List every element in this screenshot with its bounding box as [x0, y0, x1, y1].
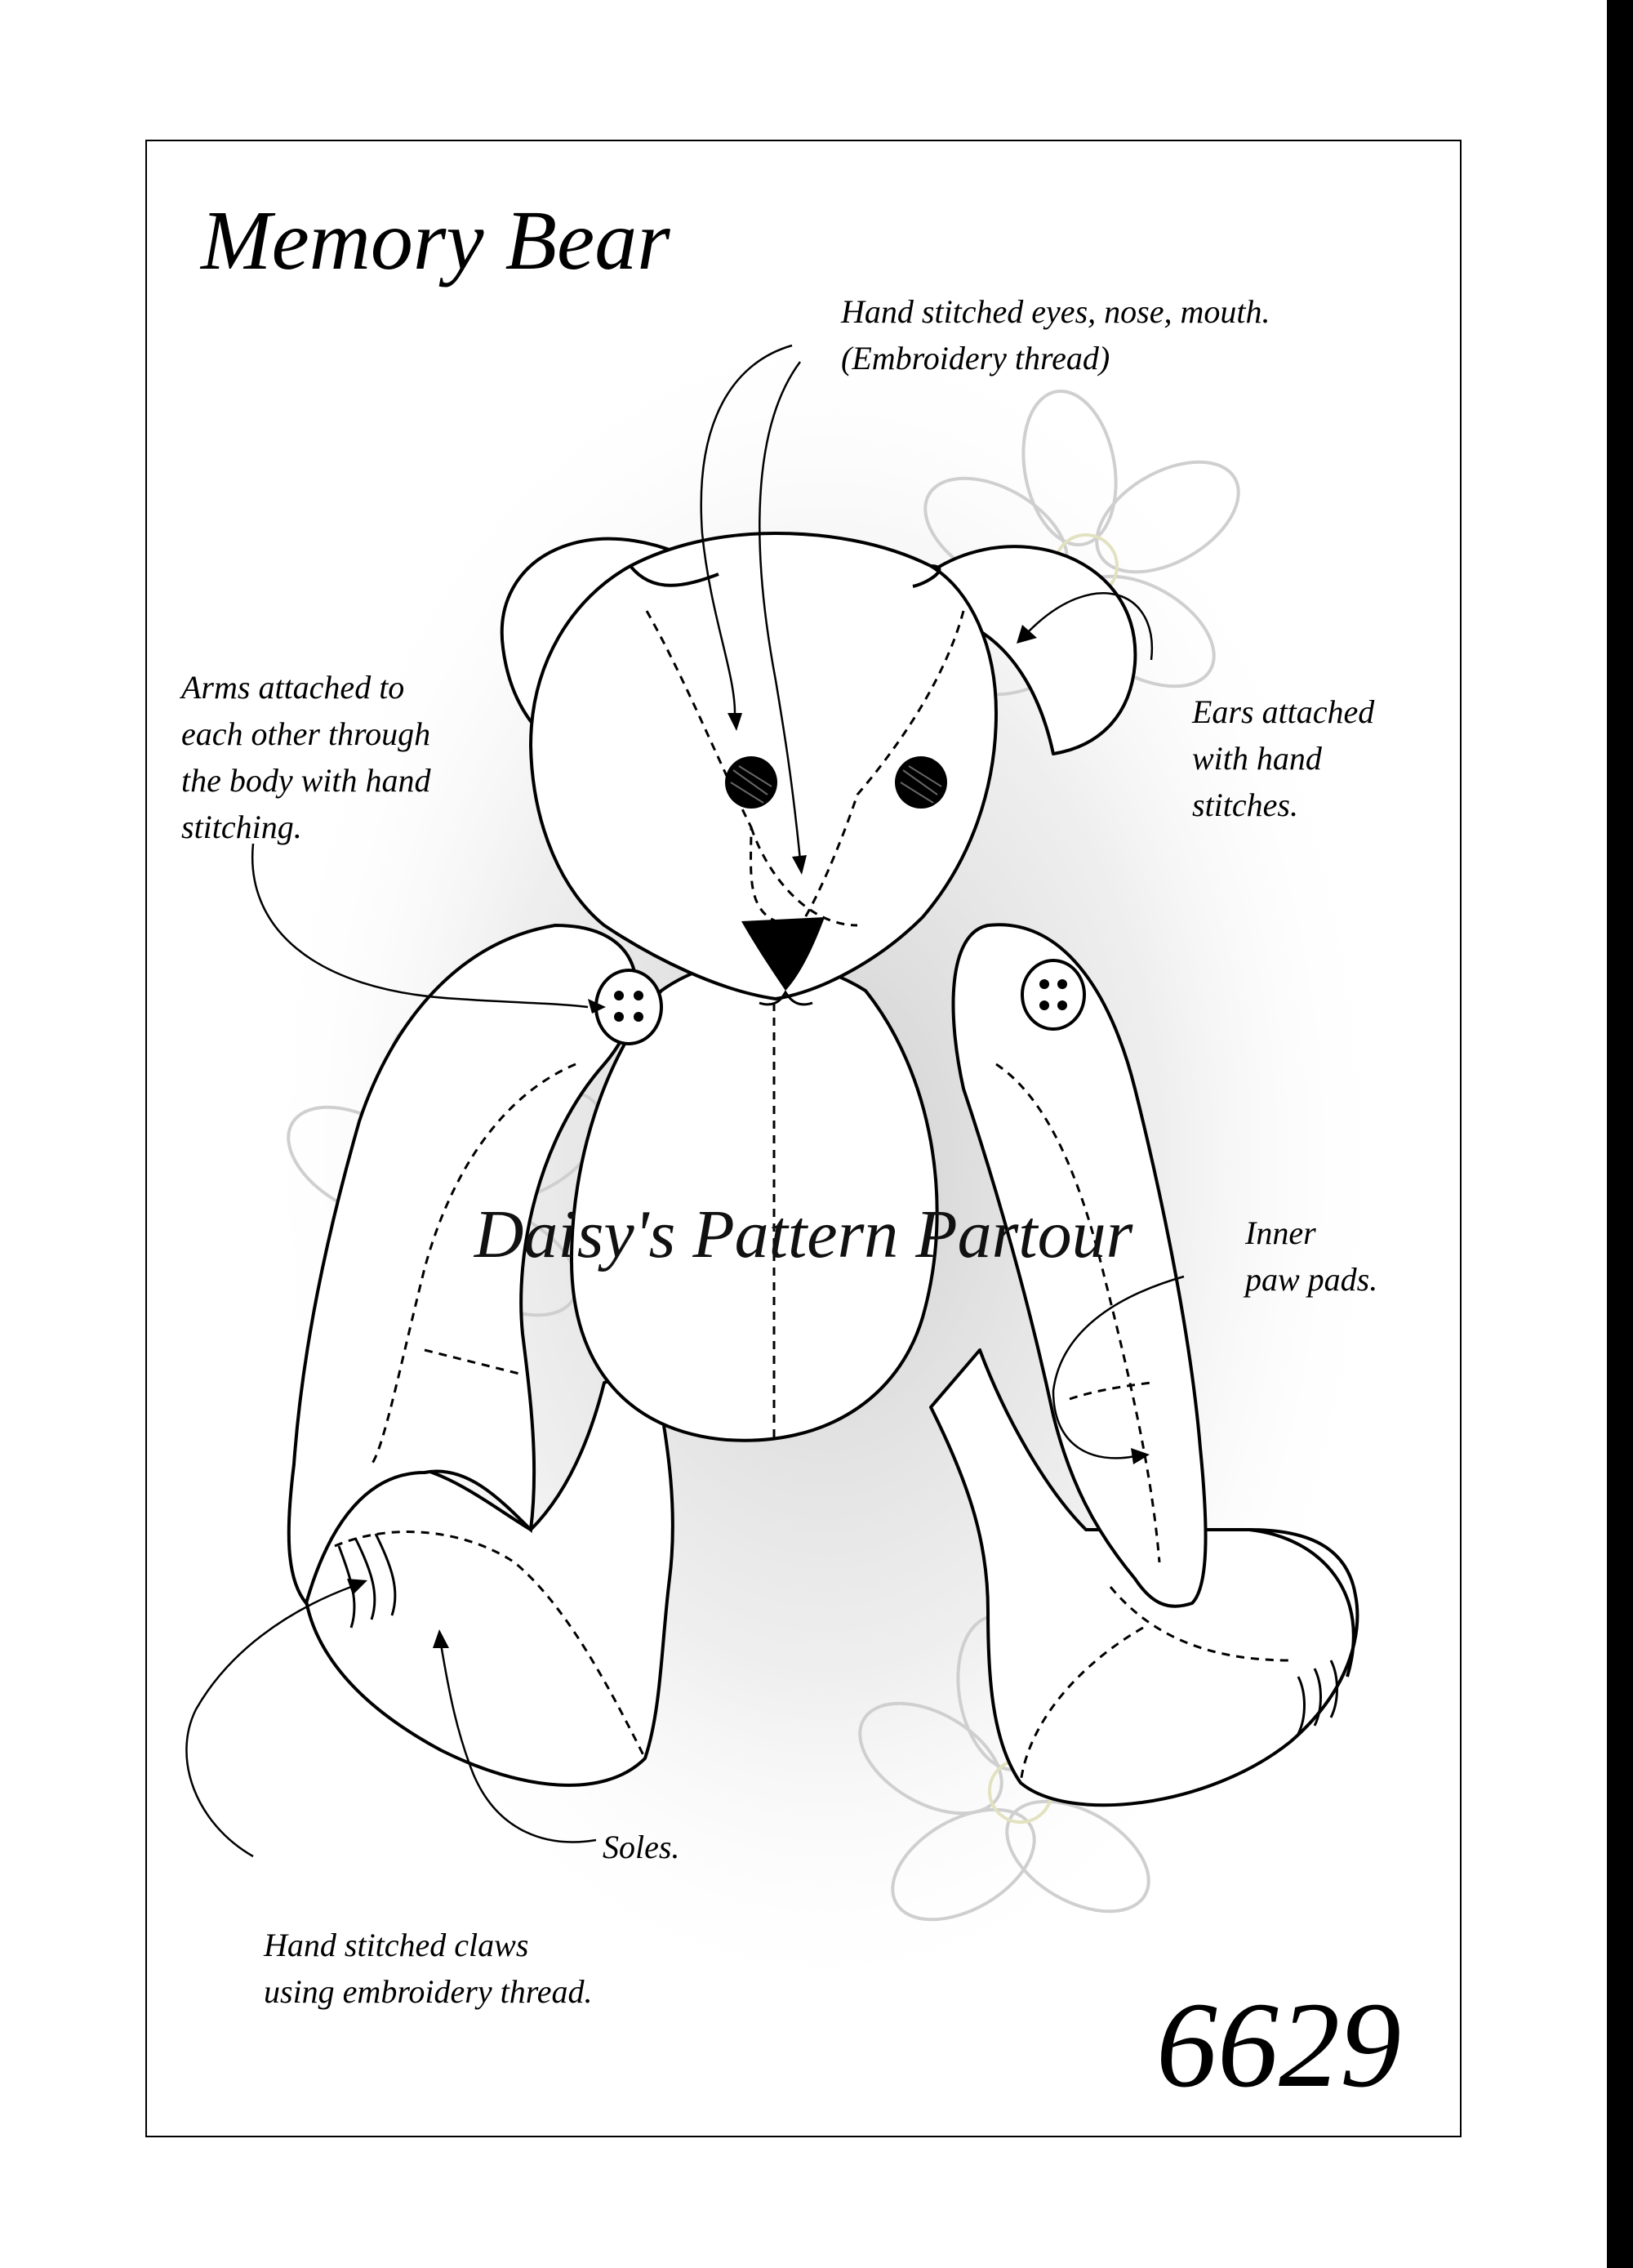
arms-annotation: Arms attached to each other through the body with hand stitching.: [181, 669, 431, 845]
claws-annotation: Hand stitched claws using embroidery thread.: [264, 1927, 593, 2010]
page-edge-bar: [1607, 0, 1633, 2268]
page-title: Memory Bear: [201, 194, 670, 287]
right-eye: [895, 756, 947, 809]
right-arm-button: [1022, 960, 1084, 1029]
pattern-number: 6629: [1156, 1977, 1401, 2113]
face-annotation: Hand stitched eyes, nose, mouth. (Embroidery thread): [841, 293, 1270, 377]
ears-annotation: Ears attached with hand stitches.: [1192, 693, 1375, 823]
soles-annotation: Soles.: [603, 1829, 680, 1865]
bear-diagram: [147, 141, 1460, 2136]
pattern-card: [145, 140, 1462, 2137]
paw-pads-annotation: Inner paw pads.: [1245, 1214, 1378, 1298]
watermark: Daisy's Pattern Partour: [474, 1196, 1133, 1272]
left-eye: [725, 756, 777, 809]
